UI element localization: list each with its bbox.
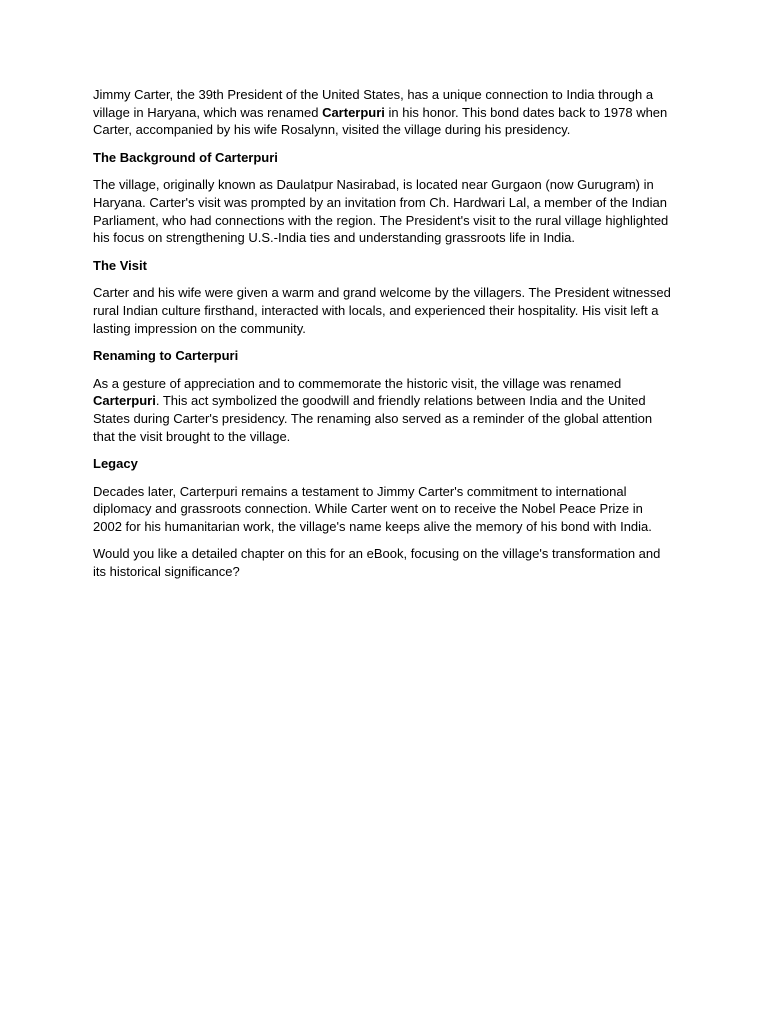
section-heading-visit: The Visit — [93, 257, 147, 273]
renaming-text-part1: As a gesture of appreciation and to commemorate the historic visit, the village was renamed — [93, 375, 622, 391]
section-heading-legacy: Legacy — [93, 456, 138, 472]
section-paragraph-background: The village, originally known as Daulatpur Nasirabad, is located near Gurgaon (now Gurugram) in Haryana. Carter's visit was prompted by an invitation from Ch. Hardwari Lal, a member of the Indian Parliament, who had connections with the region. The President's visit to the rural village highlighted his focus on strengthening U.S.-India ties and understanding grassroots life in India. — [93, 177, 669, 246]
section-heading-background: The Background of Carterpuri — [93, 149, 278, 165]
renaming-bold-name: Carterpuri — [93, 393, 156, 409]
intro-bold-name: Carterpuri — [322, 104, 385, 120]
intro-paragraph — [93, 86, 675, 139]
document-page — [93, 86, 675, 591]
section-paragraph-legacy: Decades later, Carterpuri remains a testament to Jimmy Carter's commitment to international diplomacy and grassroots connection. While Carter went on to receive the Nobel Peace Prize in 2002 for his humanitarian work, the village's name keeps alive the memory of his bond with India. — [93, 483, 652, 534]
closing-question: Would you like a detailed chapter on this for an eBook, focusing on the village's transformation and its historical significance? — [93, 546, 661, 580]
renaming-text-part2: . This act symbolized the goodwill and friendly relations between India and the United States during Carter's presidency. The renaming also served as a reminder of the global attention that the visit brought to the village. — [93, 393, 653, 444]
section-paragraph-renaming — [93, 375, 675, 445]
intro-text-part1: Jimmy Carter, the 39th President of the United States, has a unique connection to India through a village in Haryana, which was renamed — [93, 87, 654, 120]
section-heading-renaming: Renaming to Carterpuri — [93, 348, 239, 364]
section-paragraph-visit: Carter and his wife were given a warm and grand welcome by the villagers. The President witnessed rural Indian culture firsthand, interacted with locals, and experienced their hospitality. His visit left a lasting impression on the community. — [93, 285, 671, 336]
intro-text-part2: in his honor. This bond dates back to 1978 when Carter, accompanied by his wife Rosalynn, visited the village during his presidency. — [93, 104, 668, 138]
